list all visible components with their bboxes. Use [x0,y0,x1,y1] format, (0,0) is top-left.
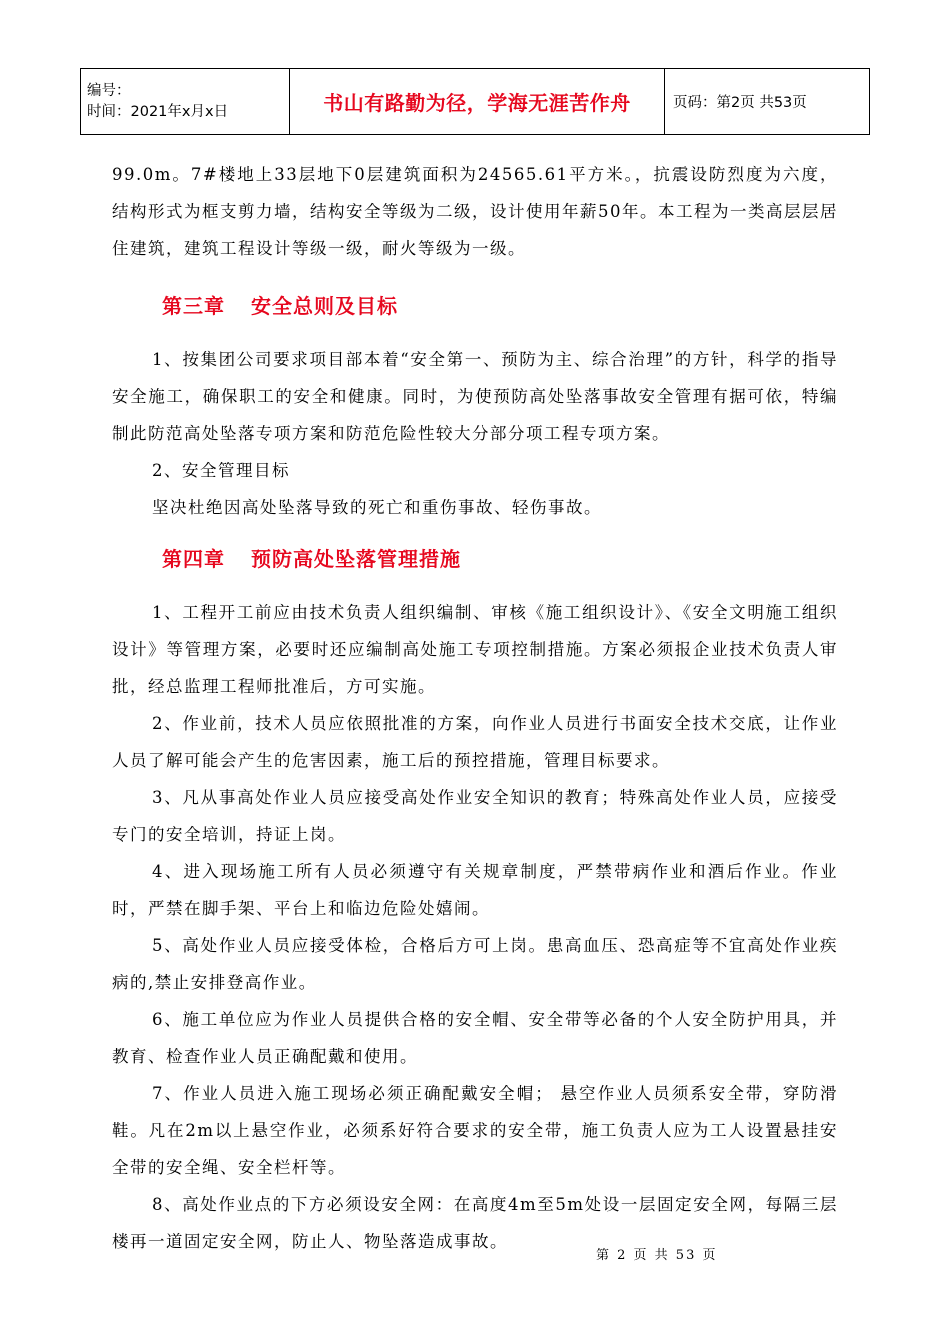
chapter-4-number: 第四章 [162,547,225,571]
paragraph: 6、施工单位应为作业人员提供合格的安全帽、安全带等必备的个人安全防护用具，并教育、检查作业人员正确配戴和使用。 [112,1010,838,1066]
paragraph: 1、工程开工前应由技术负责人组织编制、审核《施工组织设计》、《安全文明施工组织设计》等管理方案，必要时还应编制高处施工专项控制措施。方案必须报企业技术负责人审批，经总监理工程师批准后，方可实施。 [112,603,838,696]
intro-paragraph: 99.0m。7#楼地上33层地下0层建筑面积为24565.61平方米。，抗震设防烈度为六度，结构形式为框支剪力墙，结构安全等级为二级，设计使用年薪50年。本工程为一类高层层居住建筑，建筑工程设计等级一级，耐火等级为一级。 [112,165,838,258]
paragraph: 2、安全管理目标 [152,461,290,480]
paragraph: 1、按集团公司要求项目部本着“安全第一、预防为主、综合治理”的方针，科学的指导安全施工，确保职工的安全和健康。同时，为使预防高处坠落事故安全管理有据可依，特编制此防范高处坠落专项方案和防范危险性较大分部分项工程专项方案。 [112,350,838,443]
header-page-info: 页码：第2页 共53页 [665,69,870,135]
chapter-3-number: 第三章 [162,294,225,318]
paragraph: 4、进入现场施工所有人员必须遵守有关规章制度，严禁带病作业和酒后作业。作业时，严禁在脚手架、平台上和临边危险处嬉闹。 [112,862,838,918]
header-motto: 书山有路勤为径，学海无涯苦作舟 [290,69,665,135]
paragraph: 7、作业人员进入施工现场必须正确配戴安全帽； 悬空作业人员须系安全带，穿防滑鞋。凡在2m以上悬空作业，必须系好符合要求的安全带，施工负责人应为工人设置悬挂安全带的安全绳、安全栏杆等。 [112,1084,838,1177]
chapter-4-title: 预防高处坠落管理措施 [251,547,461,571]
document-number-label: 编号： [87,82,131,99]
chapter-3-title: 安全总则及目标 [251,294,398,318]
document-body [112,156,838,1260]
paragraph: 5、高处作业人员应接受体检，合格后方可上岗。患高血压、恐高症等不宜高处作业疾病的,禁止安排登高作业。 [112,936,838,992]
paragraph: 8、高处作业点的下方必须设安全网：在高度4m至5m处设一层固定安全网，每隔三层楼再一道固定安全网，防止人、物坠落造成事故。 [112,1195,838,1251]
document-header [80,68,870,135]
header-meta [81,69,290,135]
page-footer: 第 2 页 共 53 页 [596,1248,718,1263]
paragraph: 坚决杜绝因高处坠落导致的死亡和重伤事故、轻伤事故。 [152,498,602,517]
chapter-4-heading [112,529,838,589]
paragraph: 2、作业前，技术人员应依照批准的方案，向作业人员进行书面安全技术交底，让作业人员了解可能会产生的危害因素，施工后的预控措施，管理目标要求。 [112,714,838,770]
paragraph: 3、凡从事高处作业人员应接受高处作业安全知识的教育；特殊高处作业人员，应接受专门的安全培训，持证上岗。 [112,788,838,844]
chapter-3-heading [112,276,838,336]
document-date-label: 时间：2021年x月x日 [87,103,229,120]
